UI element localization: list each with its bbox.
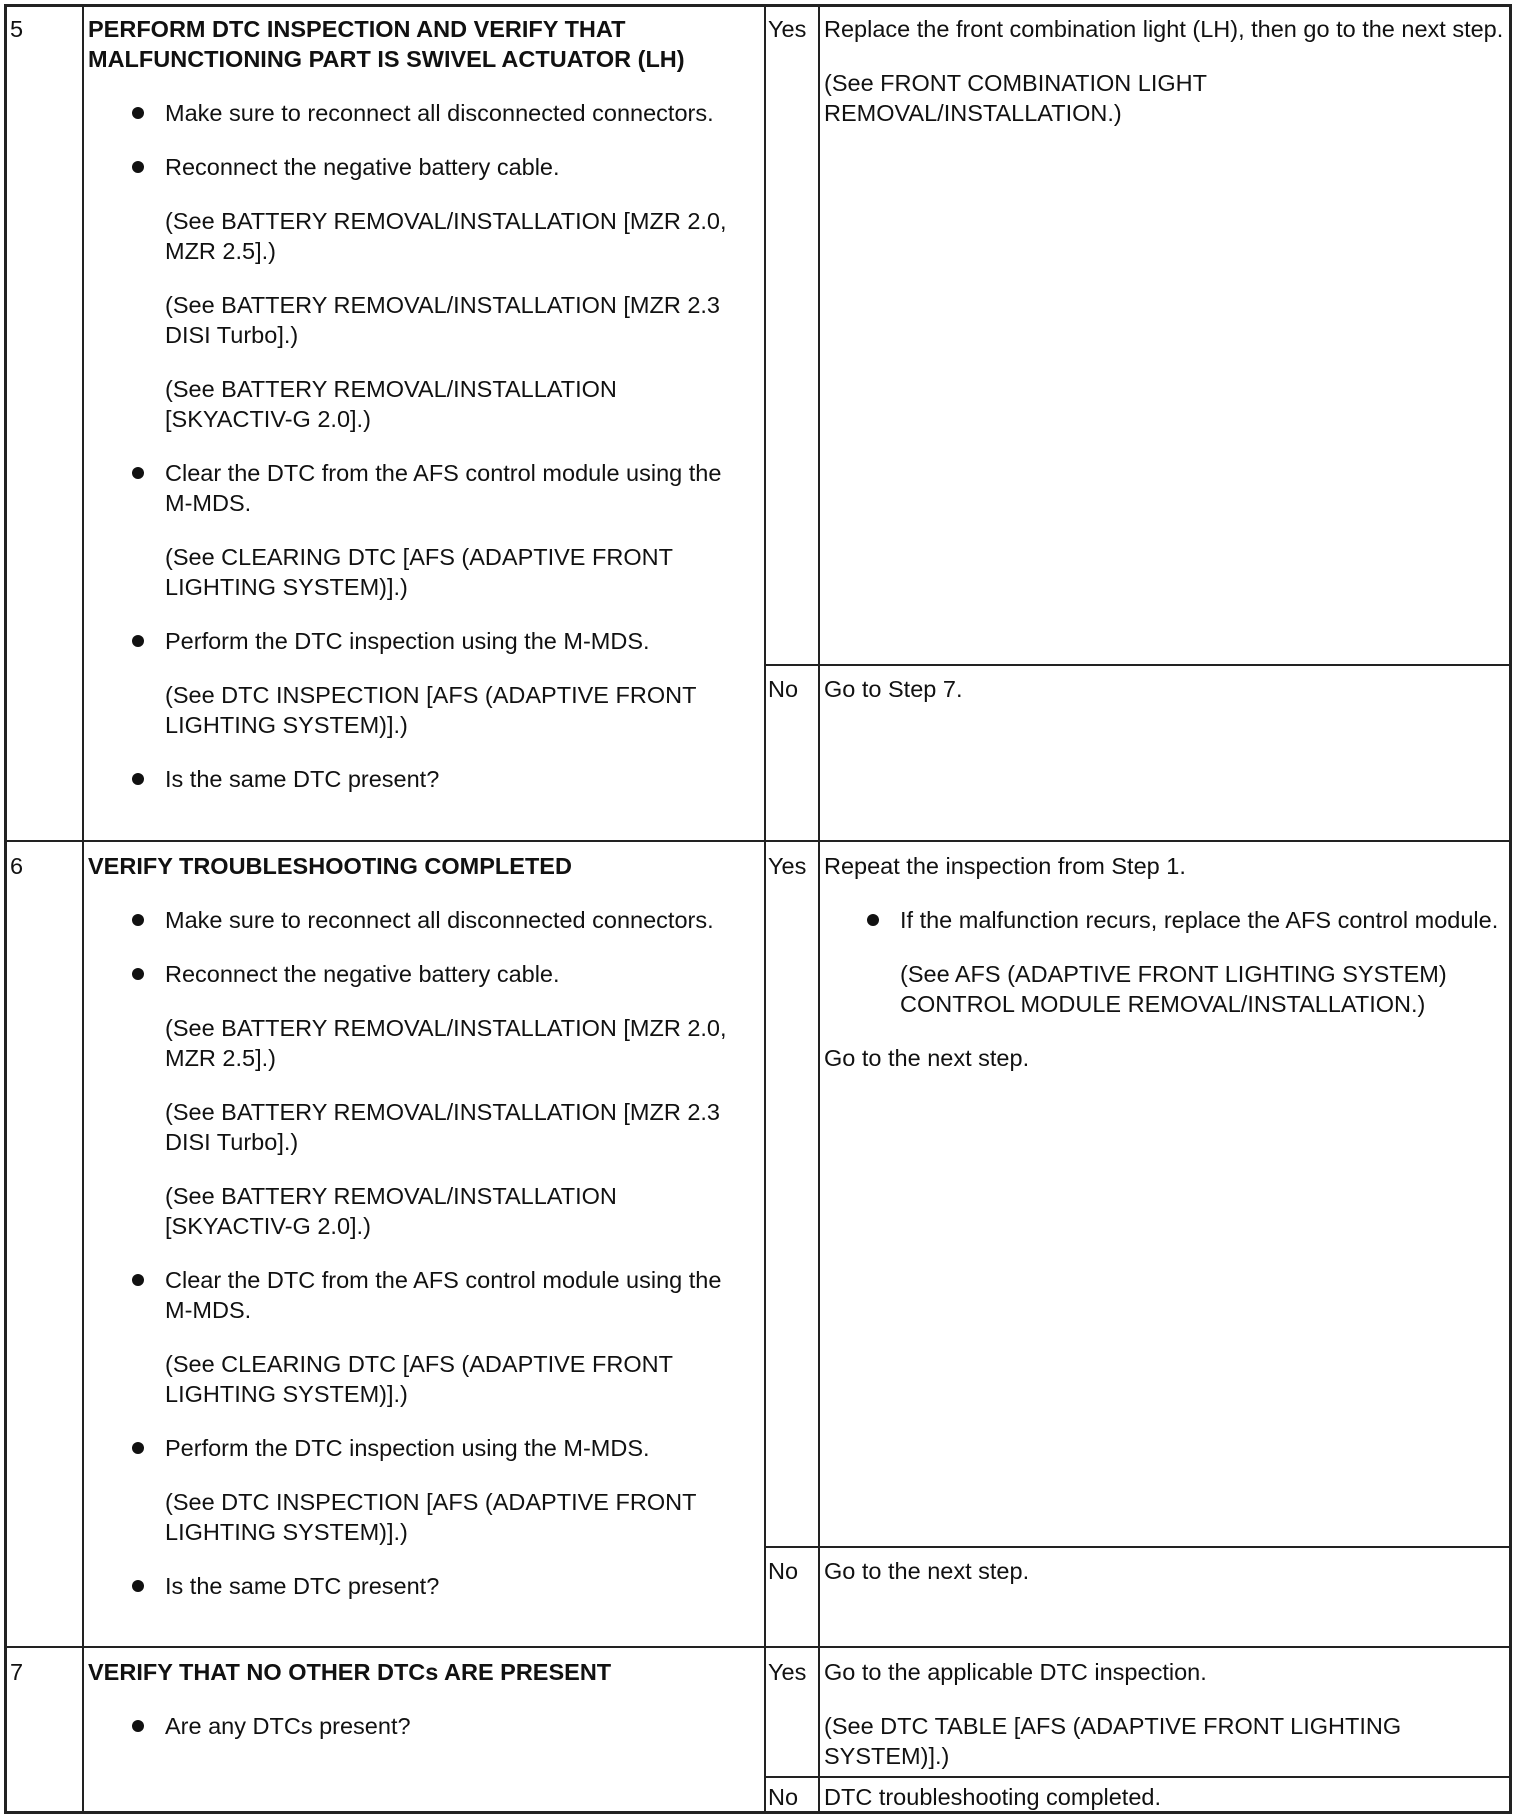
reference-text: (See BATTERY REMOVAL/INSTALLATION [SKYACTIV-G 2.0].) <box>165 376 617 432</box>
no-label: No <box>768 1784 799 1810</box>
list-item: Make sure to reconnect all disconnected connectors. <box>88 905 748 935</box>
step-number: 5 <box>10 16 24 42</box>
yes-label: Yes <box>768 16 807 42</box>
list-item: Perform the DTC inspection using the M-MDS. <box>88 626 748 656</box>
bullet-icon <box>132 914 144 926</box>
bullet-icon <box>132 107 144 119</box>
bullet-icon <box>132 1274 144 1286</box>
bullet-icon <box>867 914 879 926</box>
action-text: Replace the front combination light (LH), then go to the next step. <box>824 16 1504 42</box>
reference-text: (See CLEARING DTC [AFS (ADAPTIVE FRONT LIGHTING SYSTEM)].) <box>165 544 673 600</box>
bullet-icon <box>132 1720 144 1732</box>
list-item: Reconnect the negative battery cable. <box>88 959 748 989</box>
yes-action <box>824 841 1504 1073</box>
action-text: Repeat the inspection from Step 1. <box>824 853 1186 879</box>
list-item: Is the same DTC present? <box>88 1571 748 1601</box>
bullet-icon <box>132 635 144 647</box>
reference-text: (See BATTERY REMOVAL/INSTALLATION [MZR 2.0, MZR 2.5].) <box>165 1015 727 1071</box>
bullet-icon <box>132 161 144 173</box>
yes-action <box>824 1647 1504 1771</box>
column-divider <box>82 4 84 1814</box>
no-action <box>824 1776 1504 1812</box>
no-label: No <box>768 676 799 702</box>
list-item: If the malfunction recurs, replace the AFS control module. <box>824 905 1504 935</box>
list-item: Are any DTCs present? <box>88 1711 748 1741</box>
step-body <box>88 841 748 1601</box>
step-body <box>88 1647 748 1741</box>
reference-text: (See BATTERY REMOVAL/INSTALLATION [MZR 2.3 DISI Turbo].) <box>165 1099 721 1155</box>
step-body <box>88 4 748 794</box>
reference-text: (See DTC TABLE [AFS (ADAPTIVE FRONT LIGHTING SYSTEM)].) <box>824 1713 1402 1769</box>
step-number: 6 <box>10 853 24 879</box>
bullet-icon <box>132 467 144 479</box>
bullet-icon <box>132 1442 144 1454</box>
list-item: Make sure to reconnect all disconnected connectors. <box>88 98 748 128</box>
action-text: Go to Step 7. <box>824 676 963 702</box>
bullet-icon <box>132 1580 144 1592</box>
list-item: Is the same DTC present? <box>88 764 748 794</box>
no-action <box>824 1546 1504 1586</box>
step-title: VERIFY THAT NO OTHER DTCs ARE PRESENT <box>88 1659 612 1685</box>
bullet-icon <box>132 968 144 980</box>
reference-text: (See DTC INSPECTION [AFS (ADAPTIVE FRONT LIGHTING SYSTEM)].) <box>165 682 696 738</box>
no-action <box>824 664 1504 704</box>
reference-text: (See BATTERY REMOVAL/INSTALLATION [MZR 2.0, MZR 2.5].) <box>165 208 727 264</box>
reference-text: (See BATTERY REMOVAL/INSTALLATION [SKYACTIV-G 2.0].) <box>165 1183 617 1239</box>
reference-text: (See BATTERY REMOVAL/INSTALLATION [MZR 2.3 DISI Turbo].) <box>165 292 721 348</box>
column-divider <box>818 4 820 1814</box>
reference-text: (See AFS (ADAPTIVE FRONT LIGHTING SYSTEM) CONTROL MODULE REMOVAL/INSTALLATION.) <box>900 961 1447 1017</box>
reference-text: (See CLEARING DTC [AFS (ADAPTIVE FRONT LIGHTING SYSTEM)].) <box>165 1351 673 1407</box>
action-text: Go to the applicable DTC inspection. <box>824 1659 1207 1685</box>
action-text: Go to the next step. <box>824 1045 1030 1071</box>
list-item: Clear the DTC from the AFS control module using the M-MDS. <box>88 1265 748 1325</box>
yes-action <box>824 4 1504 128</box>
list-item: Perform the DTC inspection using the M-MDS. <box>88 1433 748 1463</box>
yes-label: Yes <box>768 853 807 879</box>
reference-text: (See DTC INSPECTION [AFS (ADAPTIVE FRONT LIGHTING SYSTEM)].) <box>165 1489 696 1545</box>
reference-text: (See FRONT COMBINATION LIGHT REMOVAL/INSTALLATION.) <box>824 70 1207 126</box>
column-divider <box>764 4 766 1814</box>
action-text: DTC troubleshooting completed. <box>824 1784 1162 1810</box>
list-item: Reconnect the negative battery cable. <box>88 152 748 182</box>
list-item: Clear the DTC from the AFS control module using the M-MDS. <box>88 458 748 518</box>
action-text: Go to the next step. <box>824 1558 1030 1584</box>
yes-label: Yes <box>768 1659 807 1685</box>
step-title: VERIFY TROUBLESHOOTING COMPLETED <box>88 853 572 879</box>
bullet-icon <box>132 773 144 785</box>
no-label: No <box>768 1558 799 1584</box>
step-number: 7 <box>10 1659 24 1685</box>
step-title: PERFORM DTC INSPECTION AND VERIFY THAT MALFUNCTIONING PART IS SWIVEL ACTUATOR (LH) <box>88 16 685 72</box>
